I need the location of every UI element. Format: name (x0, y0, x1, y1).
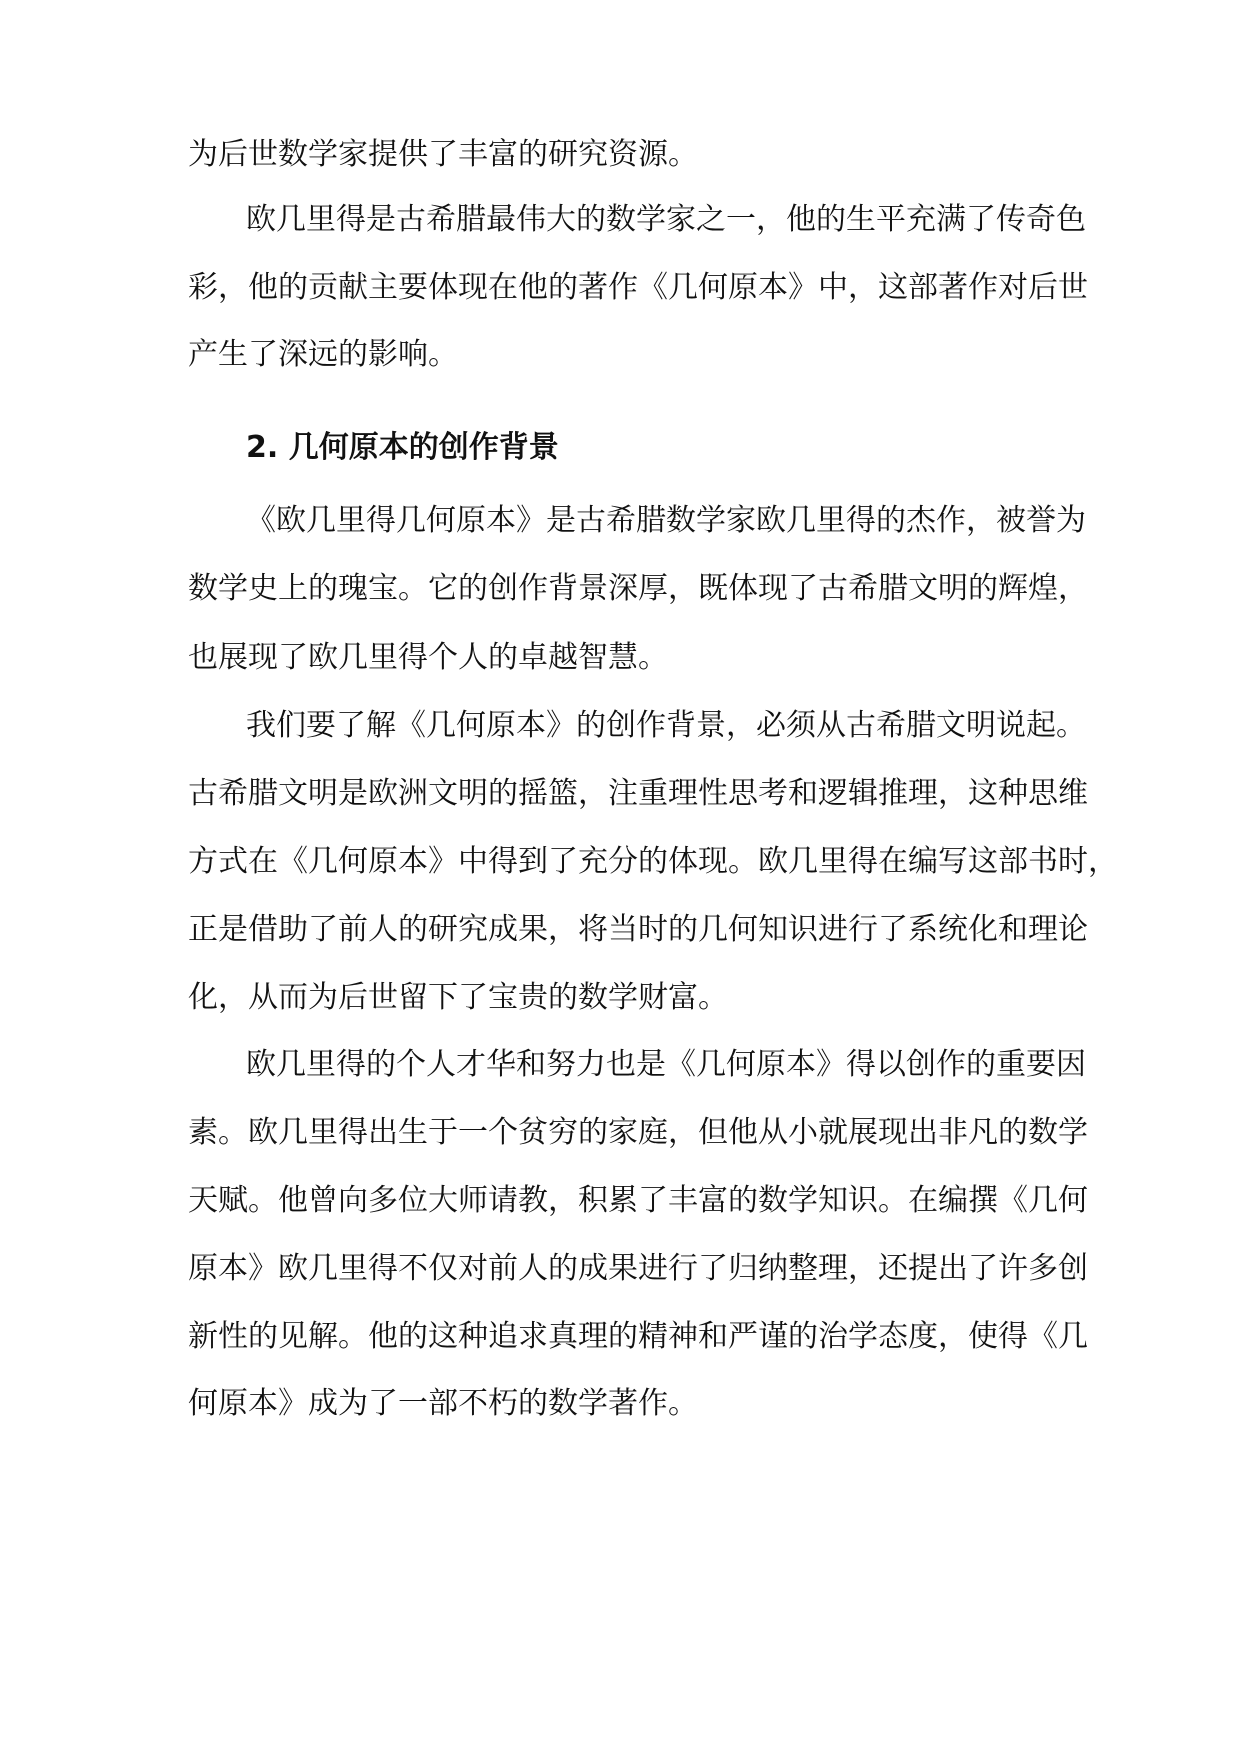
section-heading: 2. 几何原本的创作背景 (246, 430, 559, 465)
paragraph-5-line-6: 何原本》成为了一部不朽的数学著作。 (188, 1386, 698, 1421)
paragraph-3-line-3: 也展现了欧几里得个人的卓越智慧。 (188, 640, 668, 675)
paragraph-5-line-2: 素。欧几里得出生于一个贫穷的家庭，但他从小就展现出非凡的数学 (188, 1115, 1088, 1150)
paragraph-5-line-1: 欧几里得的个人才华和努力也是《几何原本》得以创作的重要因 (246, 1047, 1086, 1082)
paragraph-1-line-1: 为后世数学家提供了丰富的研究资源。 (188, 137, 698, 172)
paragraph-3-line-2: 数学史上的瑰宝。它的创作背景深厚，既体现了古希腊文明的辉煌， (188, 571, 1088, 606)
paragraph-4-line-2: 古希腊文明是欧洲文明的摇篮，注重理性思考和逻辑推理，这种思维 (188, 776, 1088, 811)
paragraph-5-line-3: 天赋。他曾向多位大师请教，积累了丰富的数学知识。在编撰《几何 (188, 1183, 1088, 1218)
paragraph-4-line-3: 方式在《几何原本》中得到了充分的体现。欧几里得在编写这部书时， (188, 844, 1118, 879)
paragraph-2-line-1: 欧几里得是古希腊最伟大的数学家之一，他的生平充满了传奇色 (246, 202, 1086, 237)
paragraph-5-line-4: 原本》欧几里得不仅对前人的成果进行了归纳整理，还提出了许多创 (188, 1251, 1088, 1286)
paragraph-2-line-3: 产生了深远的影响。 (188, 337, 458, 372)
paragraph-4-line-5: 化，从而为后世留下了宝贵的数学财富。 (188, 980, 728, 1015)
paragraph-3-line-1: 《欧几里得几何原本》是古希腊数学家欧几里得的杰作，被誉为 (246, 503, 1086, 538)
paragraph-4-line-4: 正是借助了前人的研究成果，将当时的几何知识进行了系统化和理论 (188, 912, 1088, 947)
paragraph-4-line-1: 我们要了解《几何原本》的创作背景，必须从古希腊文明说起。 (246, 708, 1086, 743)
paragraph-5-line-5: 新性的见解。他的这种追求真理的精神和严谨的治学态度，使得《几 (188, 1319, 1088, 1354)
paragraph-2-line-2: 彩，他的贡献主要体现在他的著作《几何原本》中，这部著作对后世 (188, 270, 1088, 305)
